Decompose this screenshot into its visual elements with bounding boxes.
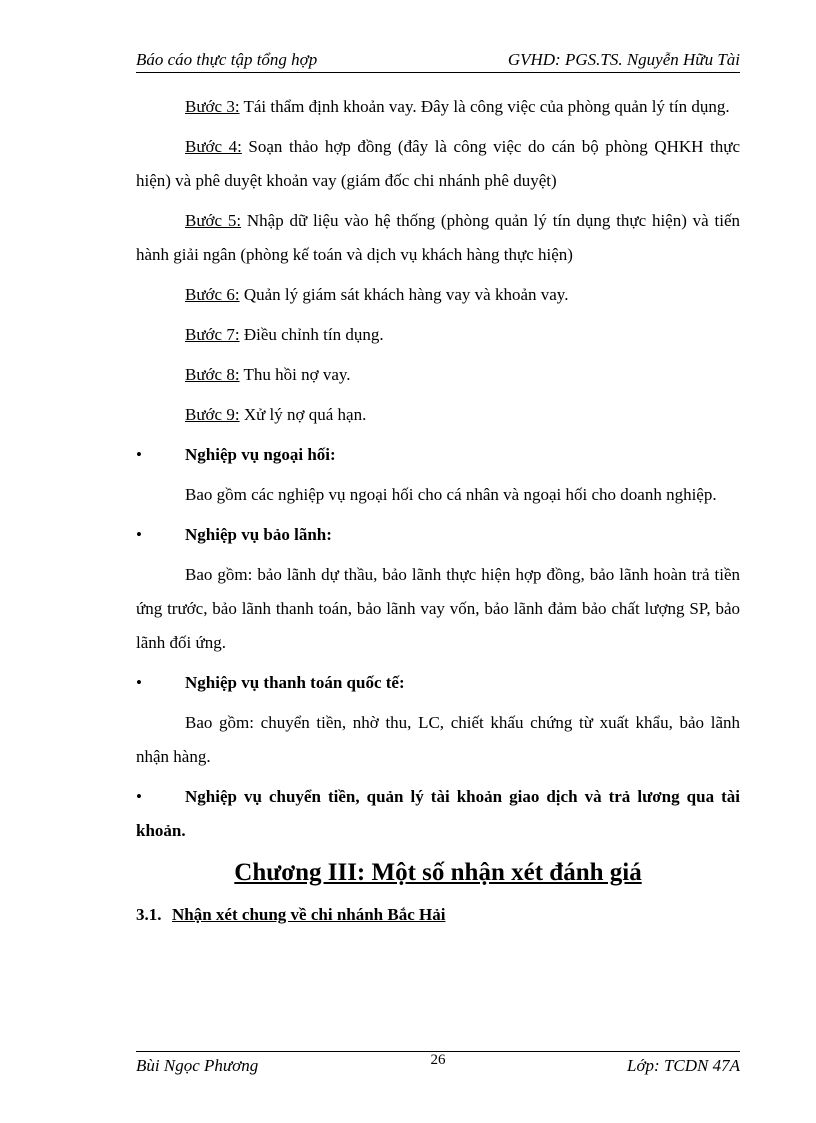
page-body [136, 90, 740, 932]
header-advisor: GVHD: PGS.TS. Nguyễn Hữu Tài [507, 50, 740, 69]
subsection-number: 3.1. [136, 905, 162, 924]
step-label: Bước 5: [185, 211, 242, 230]
step-text: Nhập dữ liệu vào hệ thống (phòng quản lý tín dụng thực hiện) và tiến hành giải ngân (phòng kế toán và dịch vụ khách hàng thực hiện) [136, 211, 740, 264]
step-8 [136, 358, 740, 392]
bullet-heading-transfer [136, 780, 740, 848]
page-footer [136, 1054, 740, 1078]
step-text: Xử lý nợ quá hạn. [239, 405, 367, 424]
subsection-title: Nhận xét chung về chi nhánh Bắc Hải [172, 905, 446, 924]
bullet-heading-text: Nghiệp vụ bảo lãnh: [185, 525, 332, 544]
guarantee-description: Bao gồm: bảo lãnh dự thầu, bảo lãnh thực hiện hợp đồng, bảo lãnh hoàn trả tiền ứng trước, bảo lãnh thanh toán, bảo lãnh vay vốn, bảo lãnh đảm bảo chất lượng SP, bảo lãnh đối ứng. [136, 565, 740, 652]
step-9 [136, 398, 740, 432]
step-5 [136, 204, 740, 272]
step-6 [136, 278, 740, 312]
step-label: Bước 9: [185, 405, 240, 424]
footer-class: Lớp: TCDN 47A [627, 1056, 740, 1075]
step-label: Bước 8: [185, 365, 240, 384]
subsection-heading [136, 898, 740, 932]
bullet-icon: • [136, 525, 142, 544]
page-number: 26 [430, 1052, 446, 1068]
bullet-heading-text: Nghiệp vụ thanh toán quốc tế: [185, 673, 405, 692]
page-header [136, 48, 740, 73]
chapter-title-text: Chương III: Một số nhận xét đánh giá [234, 859, 642, 886]
bullet-heading-forex [136, 438, 740, 472]
bullet-icon: • [136, 673, 142, 692]
step-text: Soạn thảo hợp đồng (đây là công việc do cán bộ phòng QHKH thực hiện) và phê duyệt khoản vay (giám đốc chi nhánh phê duyệt) [136, 137, 740, 190]
bullet-heading-guarantee [136, 518, 740, 552]
intl-payment-description: Bao gồm: chuyển tiền, nhờ thu, LC, chiết khấu chứng từ xuất khẩu, bảo lãnh nhận hàng. [136, 713, 740, 766]
step-7 [136, 318, 740, 352]
bullet-heading-text: Nghiệp vụ ngoại hối: [185, 445, 336, 464]
step-text: Quản lý giám sát khách hàng vay và khoản vay. [239, 285, 569, 304]
chapter-title [136, 856, 740, 890]
step-text: Điều chỉnh tín dụng. [239, 325, 384, 344]
footer-author: Bùi Ngọc Phương [136, 1056, 259, 1075]
header-report-title: Báo cáo thực tập tổng hợp [136, 50, 318, 69]
step-label: Bước 3: [185, 97, 240, 116]
step-label: Bước 4: [185, 137, 242, 156]
step-text: Thu hồi nợ vay. [239, 365, 351, 384]
forex-description: Bao gồm các nghiệp vụ ngoại hối cho cá nhân và ngoại hối cho doanh nghiệp. [185, 485, 717, 504]
step-4 [136, 130, 740, 198]
bullet-icon: • [136, 445, 142, 464]
bullet-heading-text: Nghiệp vụ chuyển tiền, quản lý tài khoản giao dịch và trả lương qua tài khoản. [136, 787, 740, 840]
step-text: Tái thẩm định khoản vay. Đây là công việc của phòng quản lý tín dụng. [239, 97, 730, 116]
step-3 [136, 90, 740, 124]
bullet-icon: • [136, 787, 142, 806]
step-label: Bước 6: [185, 285, 240, 304]
step-label: Bước 7: [185, 325, 240, 344]
bullet-heading-intl-payment [136, 666, 740, 700]
